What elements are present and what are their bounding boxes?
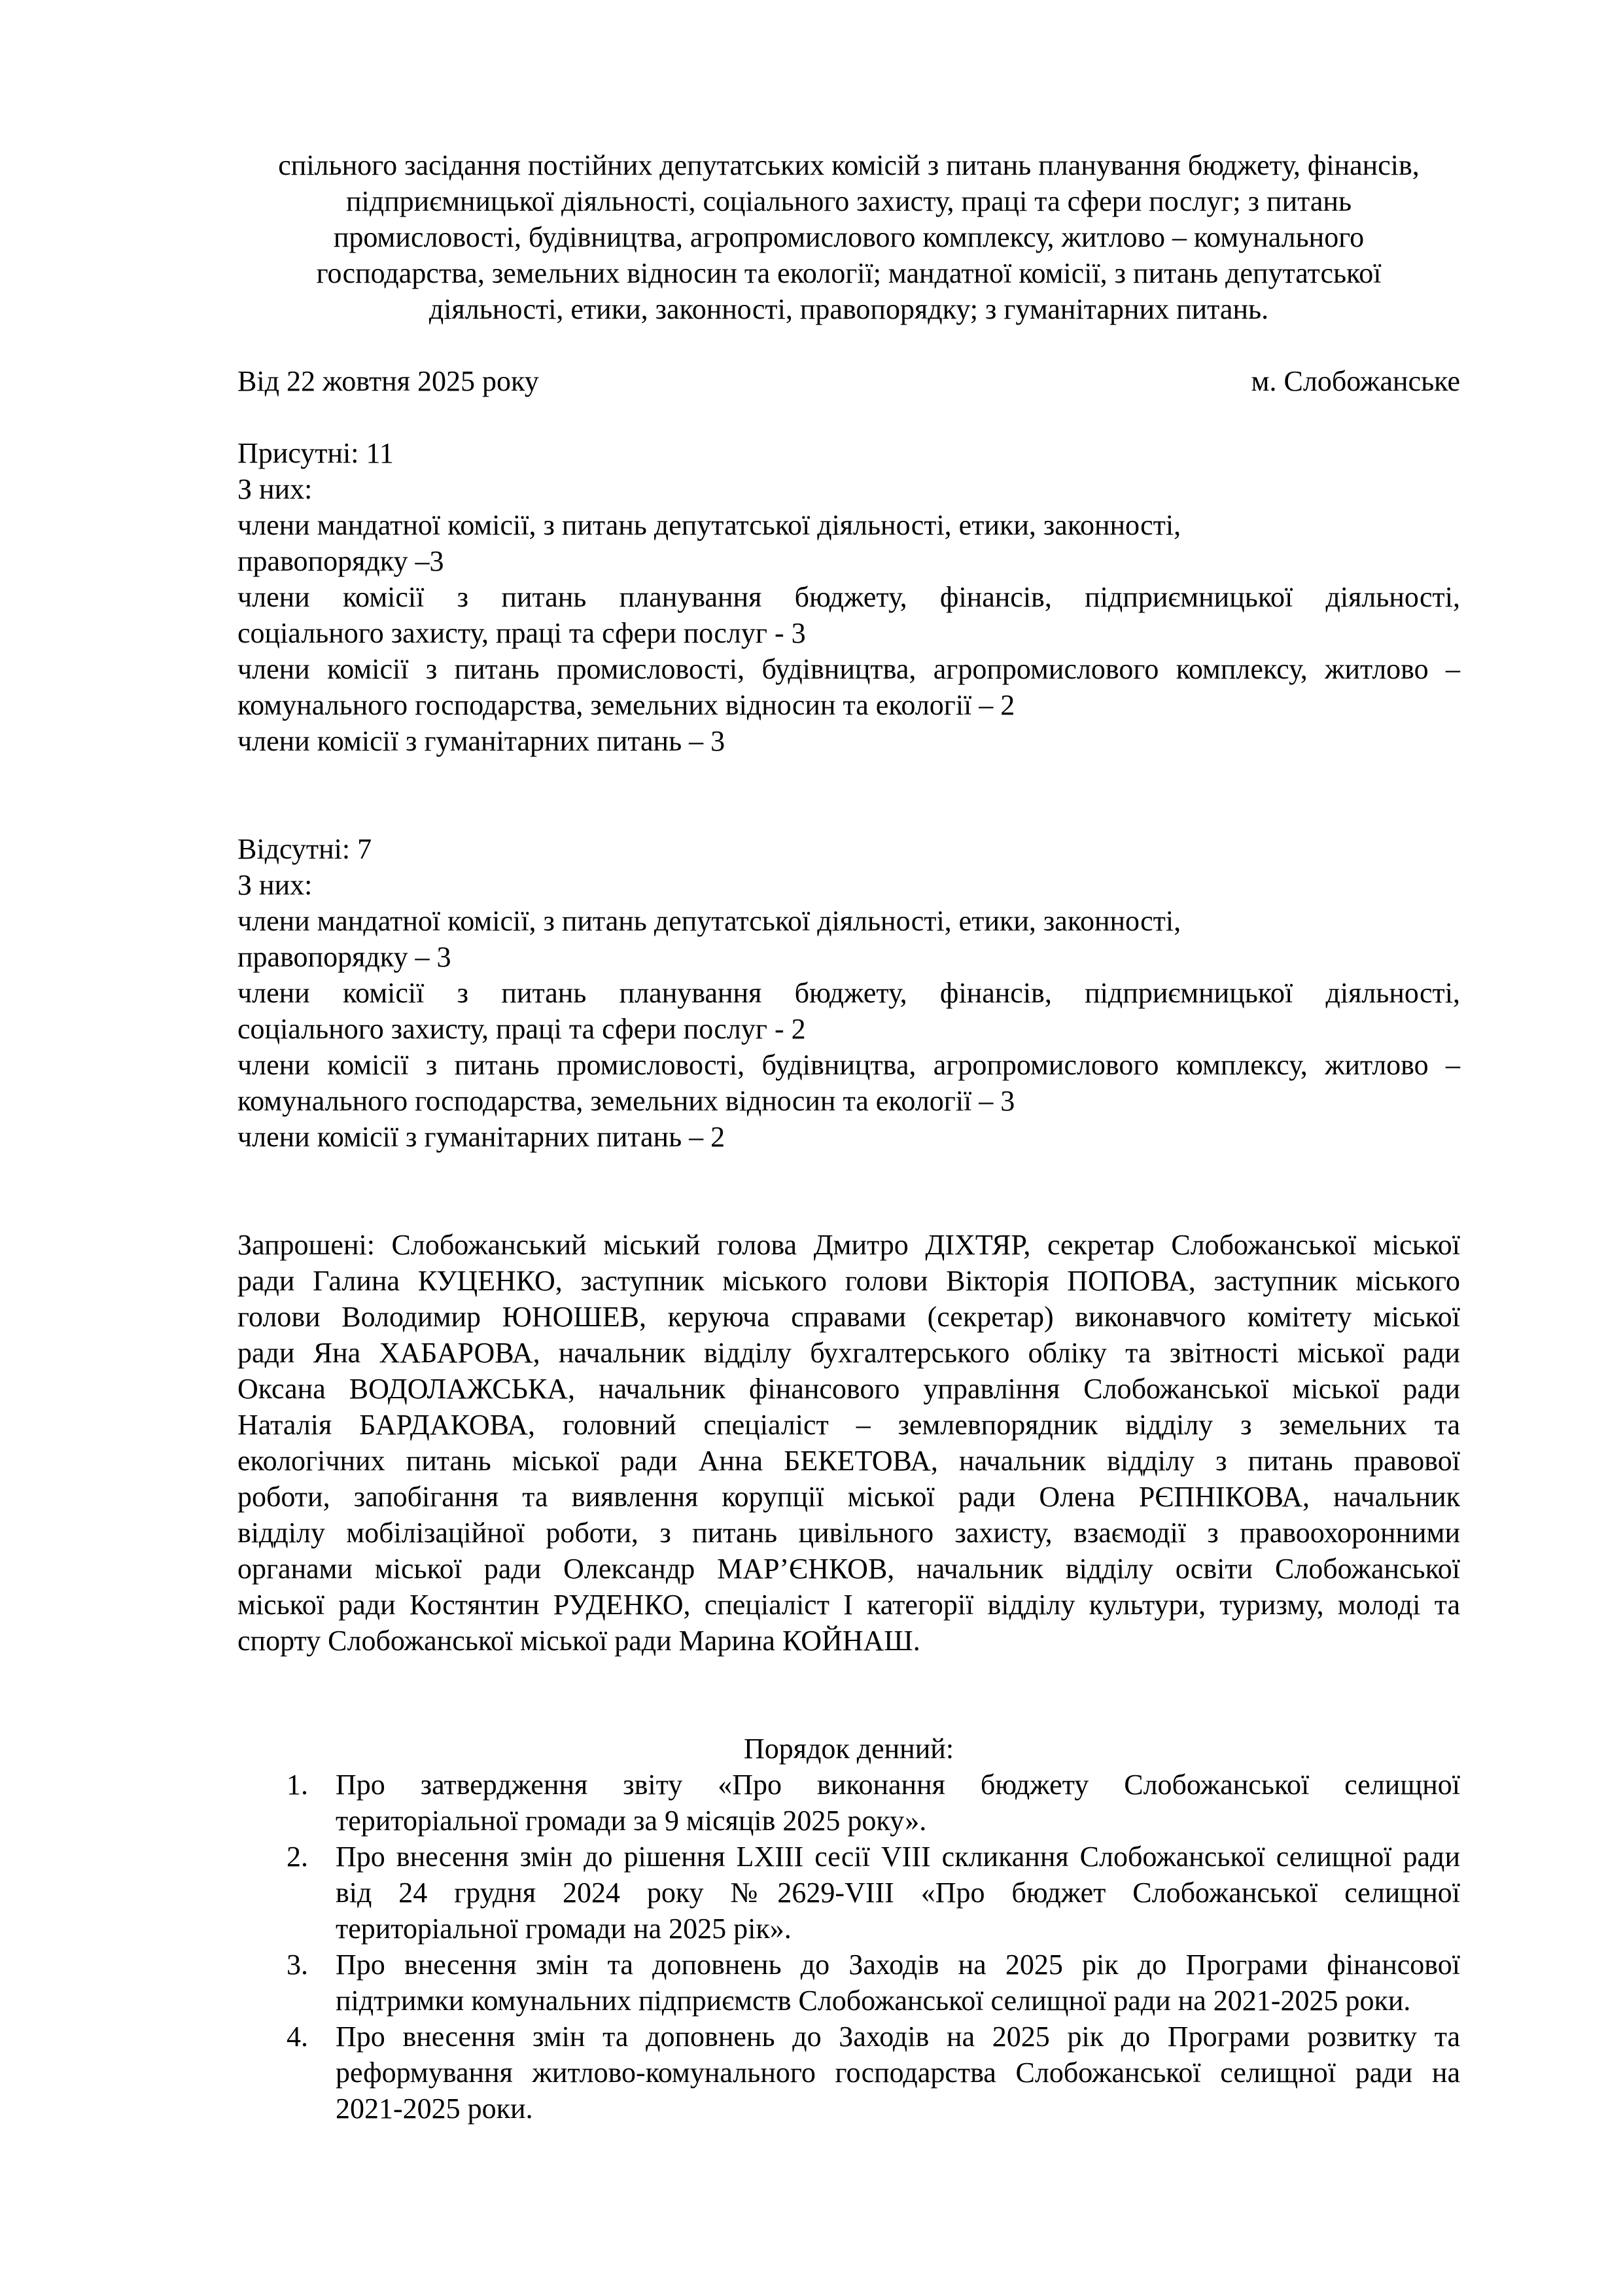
invited-line: відділу мобілізаційної роботи, з питань цивільного захисту, взаємодії з правоохоронними [237, 1517, 1460, 1549]
agenda-item-line: 2021-2025 роки. [336, 2093, 533, 2125]
invited-line: Наталія БАРДАКОВА, головний спеціаліст – землевпорядник відділу з земельних та [237, 1409, 1460, 1441]
spacer [237, 399, 1460, 435]
agenda-item-line: від 24 грудня 2024 року №2629-VIII «Про бюджет Слобожанської селищної [336, 1877, 1460, 1909]
header-paragraph [237, 147, 1460, 327]
agenda-item-number: 1. [287, 1769, 308, 1801]
invited-line: роботи, запобігання та виявлення корупції міської ради Олена РЄПНІКОВА, начальник [237, 1481, 1460, 1513]
invited-line: голови Володимир ЮНОШЕВ, керуюча справами (секретар) виконавчого комітету міської [237, 1301, 1460, 1333]
absent-line: члени мандатної комісії, з питань депутатської діяльності, етики, законності, [237, 905, 1181, 937]
absent-line: соціального захисту, праці та сфери послуг - 2 [237, 1013, 806, 1045]
invited-paragraph [237, 1227, 1460, 1659]
present-line: комунального господарства, земельних відносин та екології – 2 [237, 689, 1015, 721]
date-place-row [237, 363, 1460, 399]
agenda-item-line: Про внесення змін до рішення LXIII сесії VIII скликання Слобожанської селищної ради [336, 1841, 1460, 1873]
agenda-item-line: територіальної громади на 2025 рік». [336, 1913, 792, 1945]
agenda-item-line: територіальної громади за 9 місяців 2025 року». [336, 1805, 927, 1837]
invited-line: екологічних питань міської ради Анна БЕКЕТОВА, начальник відділу з питань правової [237, 1445, 1460, 1477]
present-subtitle: З них: [237, 473, 313, 505]
invited-line: ради Яна ХАБАРОВА, начальник відділу бухгалтерського обліку та звітності міської ради [237, 1337, 1460, 1369]
agenda-title: Порядок денний: [743, 1733, 954, 1765]
absent-line: комунального господарства, земельних відносин та екології – 3 [237, 1085, 1015, 1117]
agenda-item-3 [237, 1947, 1460, 2019]
document-place: м. Слобожанське [1251, 365, 1460, 397]
spacer [237, 1155, 1460, 1227]
header-line: спільного засідання постійних депутатських комісій з питань планування бюджету, фінансів, [278, 149, 1420, 181]
invited-line: спорту Слобожанської міської ради Марина КОЙНАШ. [237, 1625, 920, 1657]
present-line: соціального захисту, праці та сфери послуг - 3 [237, 617, 806, 649]
agenda-item-line: Про затвердження звіту «Про виконання бюджету Слобожанської селищної [336, 1769, 1460, 1801]
agenda-item-4 [237, 2019, 1460, 2127]
agenda-item-line: Про внесення змін та доповнень до Заходів на 2025 рік до Програми розвитку та [336, 2021, 1460, 2053]
header-line: підприємницької діяльності, соціального захисту, праці та сфери послуг; з питань [345, 185, 1352, 217]
present-title: Присутні: 11 [237, 437, 394, 469]
agenda-item-2 [237, 1839, 1460, 1947]
header-line: промисловості, будівництва, агропромислового комплексу, житлово – комунального [333, 221, 1365, 253]
agenda-item-number: 2. [287, 1841, 308, 1873]
agenda-section [237, 1731, 1460, 2127]
spacer [237, 327, 1460, 363]
present-line: члени комісії з питань планування бюджету, фінансів, підприємницької діяльності, [237, 581, 1460, 613]
present-line: члени мандатної комісії, з питань депутатської діяльності, етики, законності, [237, 509, 1181, 541]
agenda-item-line: підтримки комунальних підприємств Слобожанської селищної ради на 2021-2025 роки. [336, 1985, 1411, 2017]
spacer [237, 1659, 1460, 1731]
invited-line: Запрошені: Слобожанський міський голова Дмитро ДІХТЯР, секретар Слобожанської міської [237, 1229, 1460, 1261]
invited-line: ради Галина КУЦЕНКО, заступник міського голови Вікторія ПОПОВА, заступник міського [237, 1265, 1460, 1297]
absent-subtitle: З них: [237, 869, 313, 901]
absent-section [237, 831, 1460, 1155]
agenda-item-line: Про внесення змін та доповнень до Заходів на 2025 рік до Програми фінансової [336, 1949, 1460, 1981]
agenda-item-number: 3. [287, 1949, 308, 1981]
absent-title: Відсутні: 7 [237, 833, 372, 865]
header-line: господарства, земельних відносин та екології; мандатної комісії, з питань депутатської [316, 257, 1382, 289]
present-line: правопорядку –3 [237, 545, 444, 577]
document-date: Від 22 жовтня 2025 року [237, 365, 539, 397]
present-line: члени комісії з питань промисловості, будівництва, агропромислового комплексу, житлово – [237, 653, 1460, 685]
present-section [237, 435, 1460, 759]
header-line: діяльності, етики, законності, правопорядку; з гуманітарних питань. [428, 293, 1269, 325]
invited-line: Оксана ВОДОЛАЖСЬКА, начальник фінансового управління Слобожанської міської ради [237, 1373, 1460, 1405]
spacer [237, 759, 1460, 831]
absent-line: правопорядку – 3 [237, 941, 451, 973]
absent-line: члени комісії з гуманітарних питань – 2 [237, 1121, 725, 1153]
invited-line: міської ради Костянтин РУДЕНКО, спеціаліст І категорії відділу культури, туризму, молоді та [237, 1589, 1460, 1621]
agenda-item-line: реформування житлово-комунального господарства Слобожанської селищної ради на [336, 2057, 1460, 2089]
agenda-item-1 [237, 1767, 1460, 1839]
absent-line: члени комісії з питань промисловості, будівництва, агропромислового комплексу, житлово – [237, 1049, 1460, 1081]
invited-line: органами міської ради Олександр МАР’ЄНКОВ, начальник відділу освіти Слобожанської [237, 1553, 1460, 1585]
present-line: члени комісії з гуманітарних питань – 3 [237, 725, 725, 757]
absent-line: члени комісії з питань планування бюджету, фінансів, підприємницької діяльності, [237, 977, 1460, 1009]
agenda-item-number: 4. [287, 2021, 308, 2053]
